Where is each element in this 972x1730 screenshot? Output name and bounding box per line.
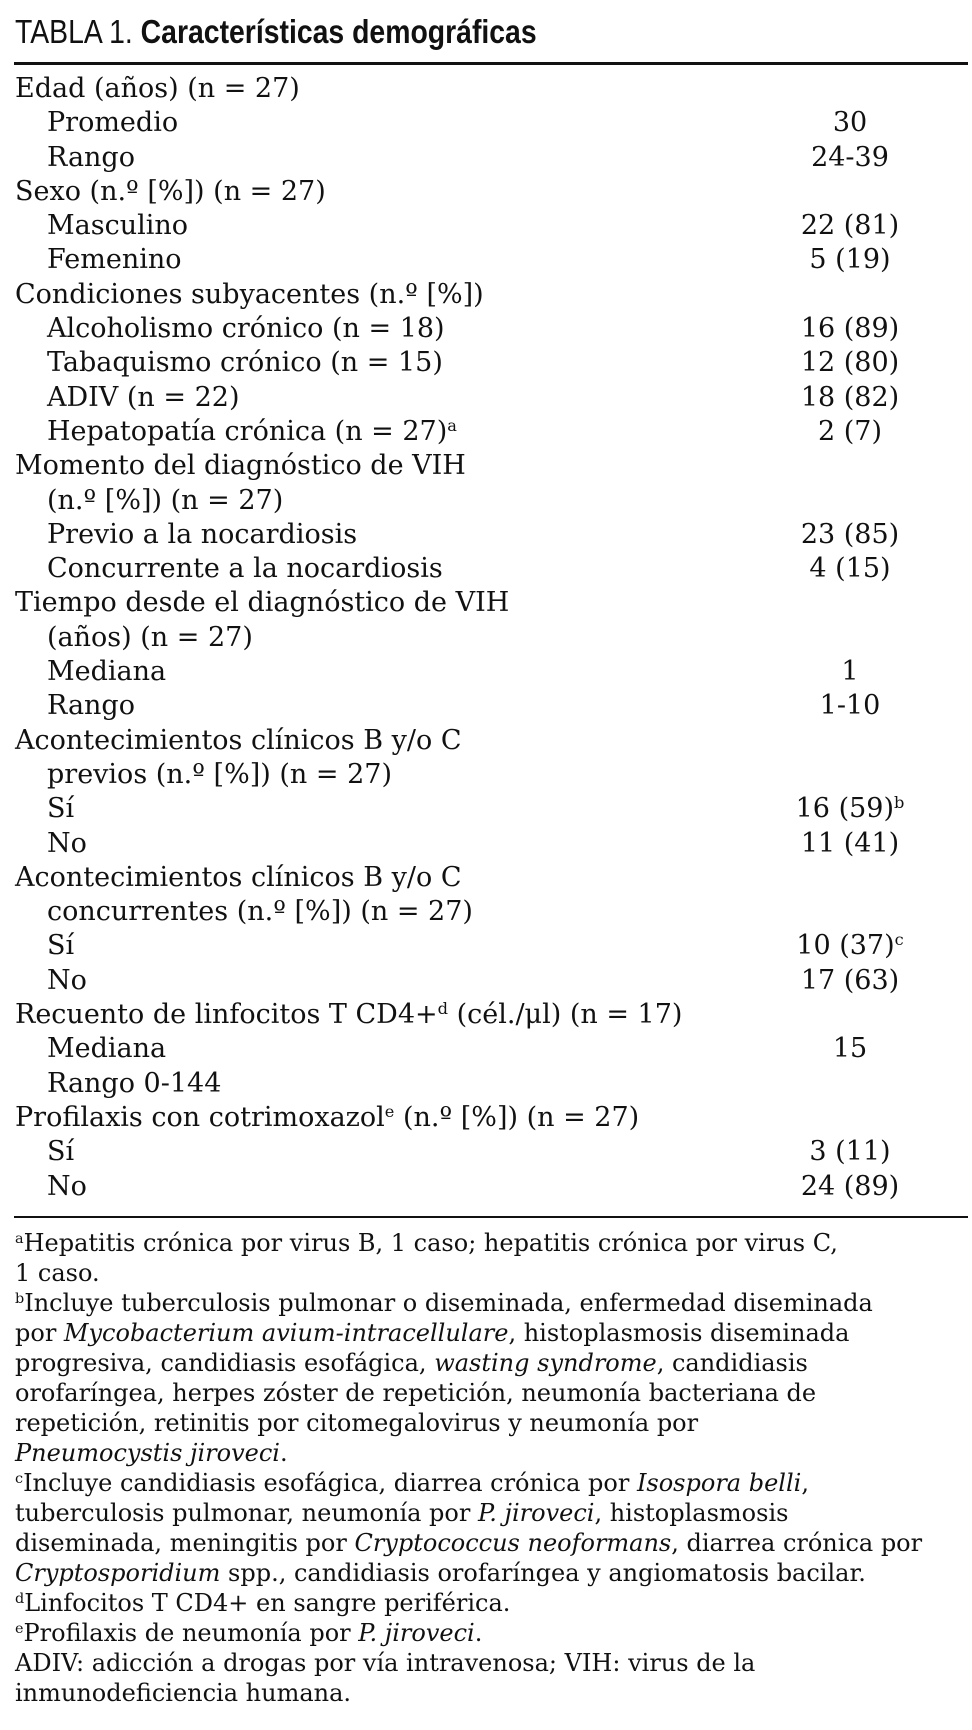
row-label: Mediana (47, 656, 167, 688)
row-label: (n.º [%]) (n = 27) (47, 484, 284, 516)
species-name: Mycobacterium avium-intracellulare (63, 1319, 509, 1347)
row-label (15, 1101, 639, 1135)
table-row (0, 1032, 972, 1066)
footnote-text: diseminada, meningitis por (15, 1529, 355, 1557)
footnote-text: , (801, 1469, 809, 1497)
footnote-text: . (279, 1439, 288, 1467)
species-name: P. jiroveci (477, 1499, 595, 1527)
footnote-c-line (15, 1528, 965, 1558)
table-number: TABLA 1. (15, 13, 133, 50)
footnote-text: Incluye candidiasis esofágica, diarrea crónica por (23, 1469, 637, 1497)
row-value: 16 (89) (800, 313, 900, 345)
table-row (0, 243, 972, 277)
species-name: Cryptococcus neoformans (354, 1529, 672, 1557)
footnote-text: , diarrea crónica por (671, 1529, 923, 1557)
footnote-mark: e (384, 1102, 395, 1121)
footnote-d (15, 1588, 965, 1618)
demographics-table (0, 72, 972, 1204)
footnote-mark: d (437, 999, 449, 1019)
row-label: No (47, 827, 87, 859)
row-label: Tabaquismo crónico (n = 15) (47, 347, 443, 379)
footnote-mark: c (15, 1471, 24, 1488)
species-name: Pneumocystis jiroveci (15, 1439, 280, 1467)
table-row (0, 1101, 972, 1135)
row-label: Concurrente a la nocardiosis (47, 553, 443, 585)
species-name: Isospora belli (636, 1469, 802, 1497)
row-label: Rango (47, 141, 135, 173)
row-value: 15 (832, 1033, 868, 1065)
row-label: Sí (47, 1136, 75, 1168)
footnote-text: , histoplasmosis (594, 1499, 789, 1527)
row-label: Femenino (47, 244, 182, 276)
row-value: 22 (81) (800, 210, 900, 242)
table-row (0, 141, 972, 175)
row-label: Acontecimientos clínicos B y/o C (15, 861, 462, 893)
table-row (0, 998, 972, 1032)
footnote-mark: a (447, 416, 457, 436)
footnote-mark: c (894, 930, 904, 950)
row-label: Sí (47, 793, 75, 825)
footnote-b-line (15, 1318, 965, 1348)
footnote-c (15, 1468, 965, 1498)
row-label-text: Recuento de linfocitos T CD4+ (15, 999, 438, 1031)
table-row (0, 827, 972, 861)
footnote-mark: e (15, 1621, 24, 1638)
table-row (0, 449, 972, 483)
table-row (0, 106, 972, 140)
footnote-mark: a (15, 1231, 24, 1248)
table-row (0, 278, 972, 312)
footnote-text: Hepatitis crónica por virus B, 1 caso; hepatitis crónica por virus C, (23, 1229, 838, 1257)
table-row (0, 72, 972, 106)
row-value: 23 (85) (800, 518, 900, 550)
table-row (0, 346, 972, 380)
row-label: Masculino (47, 210, 189, 242)
table-row (0, 1170, 972, 1204)
footnote-text: Profilaxis de neumonía por (23, 1619, 359, 1647)
table-row (0, 895, 972, 929)
row-label: Sexo (n.º [%]) (n = 27) (15, 175, 326, 207)
footnote-text: Incluye tuberculosis pulmonar o diseminada, enfermedad diseminada (24, 1289, 873, 1317)
table-row (0, 758, 972, 792)
species-name: P. jiroveci (358, 1619, 475, 1647)
row-label (47, 415, 457, 449)
footnote-c-line (15, 1558, 965, 1588)
row-label: Tiempo desde el diagnóstico de VIH (15, 587, 510, 619)
table-row (0, 1067, 972, 1101)
table-row (0, 209, 972, 243)
row-label: Rango 0-144 (47, 1067, 222, 1099)
species-name: Cryptosporidium (15, 1559, 221, 1587)
table-row (0, 1135, 972, 1169)
footnote-text: por (15, 1319, 64, 1347)
footnote-text: , candidiasis (656, 1349, 808, 1377)
table-row (0, 415, 972, 449)
row-label-text-after: (n.º [%]) (n = 27) (394, 1101, 640, 1133)
footnote-a (15, 1228, 965, 1258)
row-label-text-after: (cél./μl) (n = 17) (448, 999, 683, 1031)
footnote-text: progresiva, candidiasis esofágica, (15, 1349, 435, 1377)
row-value-text: 10 (37) (796, 930, 895, 962)
row-value: 18 (82) (800, 381, 900, 413)
row-value: 1 (841, 656, 859, 688)
row-label-text: Hepatopatía crónica (n = 27) (47, 415, 448, 447)
table-row (0, 484, 972, 518)
footnote-b-line (15, 1438, 965, 1468)
table-row (0, 175, 972, 209)
footnote-b-line: orofaríngea, herpes zóster de repetición, neumonía bacteriana de (15, 1379, 817, 1407)
top-rule (14, 62, 968, 65)
row-label: Alcoholismo crónico (n = 18) (47, 313, 445, 345)
row-value: 24 (89) (800, 1170, 900, 1202)
table-row (0, 689, 972, 723)
row-label: Sí (47, 930, 75, 962)
row-label: concurrentes (n.º [%]) (n = 27) (47, 896, 473, 928)
row-value-text: 16 (59) (795, 793, 894, 825)
table-row (0, 621, 972, 655)
row-label-text: Profilaxis con cotrimoxazol (15, 1101, 385, 1133)
row-label: (años) (n = 27) (47, 621, 253, 653)
row-value: 17 (63) (800, 964, 900, 996)
table-title-text: Características demográficas (140, 13, 537, 50)
bottom-rule (14, 1216, 968, 1218)
footnote-mark: d (15, 1591, 25, 1608)
table-title (15, 12, 537, 52)
table-row (0, 929, 972, 963)
abbreviations-note: ADIV: adicción a drogas por vía intravenosa; VIH: virus de la (15, 1649, 756, 1677)
row-label: ADIV (n = 22) (47, 381, 240, 413)
row-value: 11 (41) (800, 827, 900, 859)
footnote-text: , histoplasmosis diseminada (508, 1319, 850, 1347)
footnote-b (15, 1288, 965, 1318)
row-label: previos (n.º [%]) (n = 27) (47, 758, 392, 790)
footnote-text: Linfocitos T CD4+ en sangre periférica. (24, 1589, 511, 1617)
footnote-mark: b (894, 793, 905, 813)
row-value: 5 (19) (809, 244, 891, 276)
row-value: 12 (80) (800, 347, 900, 379)
row-label: Rango (47, 690, 135, 722)
row-label: Edad (años) (n = 27) (15, 73, 300, 104)
row-value: 24-39 (811, 141, 889, 173)
footnote-mark: b (15, 1291, 25, 1308)
table-row (0, 586, 972, 620)
footnote-a-cont: 1 caso. (15, 1259, 100, 1287)
row-label: Promedio (47, 107, 179, 139)
row-value (790, 929, 910, 963)
row-value: 1-10 (819, 690, 881, 722)
footnote-text: spp., candidiasis orofaríngea y angiomatosis bacilar. (220, 1559, 866, 1587)
row-value: 2 (7) (817, 415, 882, 447)
row-label: Mediana (47, 1033, 167, 1065)
table-row (0, 518, 972, 552)
footnote-b-line (15, 1348, 965, 1378)
italic-term: wasting syndrome (434, 1349, 657, 1377)
footnote-text: tuberculosis pulmonar, neumonía por (15, 1499, 478, 1527)
table-row (0, 655, 972, 689)
row-label: Acontecimientos clínicos B y/o C (15, 724, 462, 756)
footnote-c-line (15, 1498, 965, 1528)
row-value: 30 (832, 107, 868, 139)
row-value: 4 (15) (809, 553, 891, 585)
row-label: Momento del diagnóstico de VIH (15, 450, 466, 482)
table-row (0, 861, 972, 895)
row-label: Previo a la nocardiosis (47, 518, 358, 550)
table-row (0, 312, 972, 346)
footnote-b-line: repetición, retinitis por citomegalovirus y neumonía por (15, 1409, 699, 1437)
row-label: Condiciones subyacentes (n.º [%]) (15, 278, 484, 310)
row-label: No (47, 1170, 87, 1202)
table-row (0, 381, 972, 415)
row-label: No (47, 964, 87, 996)
row-value: 3 (11) (809, 1136, 891, 1168)
footnote-text: . (474, 1619, 483, 1647)
table-row (0, 964, 972, 998)
footnotes (15, 1228, 965, 1708)
abbreviations-note-cont: inmunodeficiencia humana. (15, 1679, 352, 1707)
table-row (0, 552, 972, 586)
table-row (0, 792, 972, 826)
row-label (15, 998, 682, 1032)
row-value (790, 792, 910, 826)
footnote-e (15, 1618, 965, 1648)
table-row (0, 724, 972, 758)
